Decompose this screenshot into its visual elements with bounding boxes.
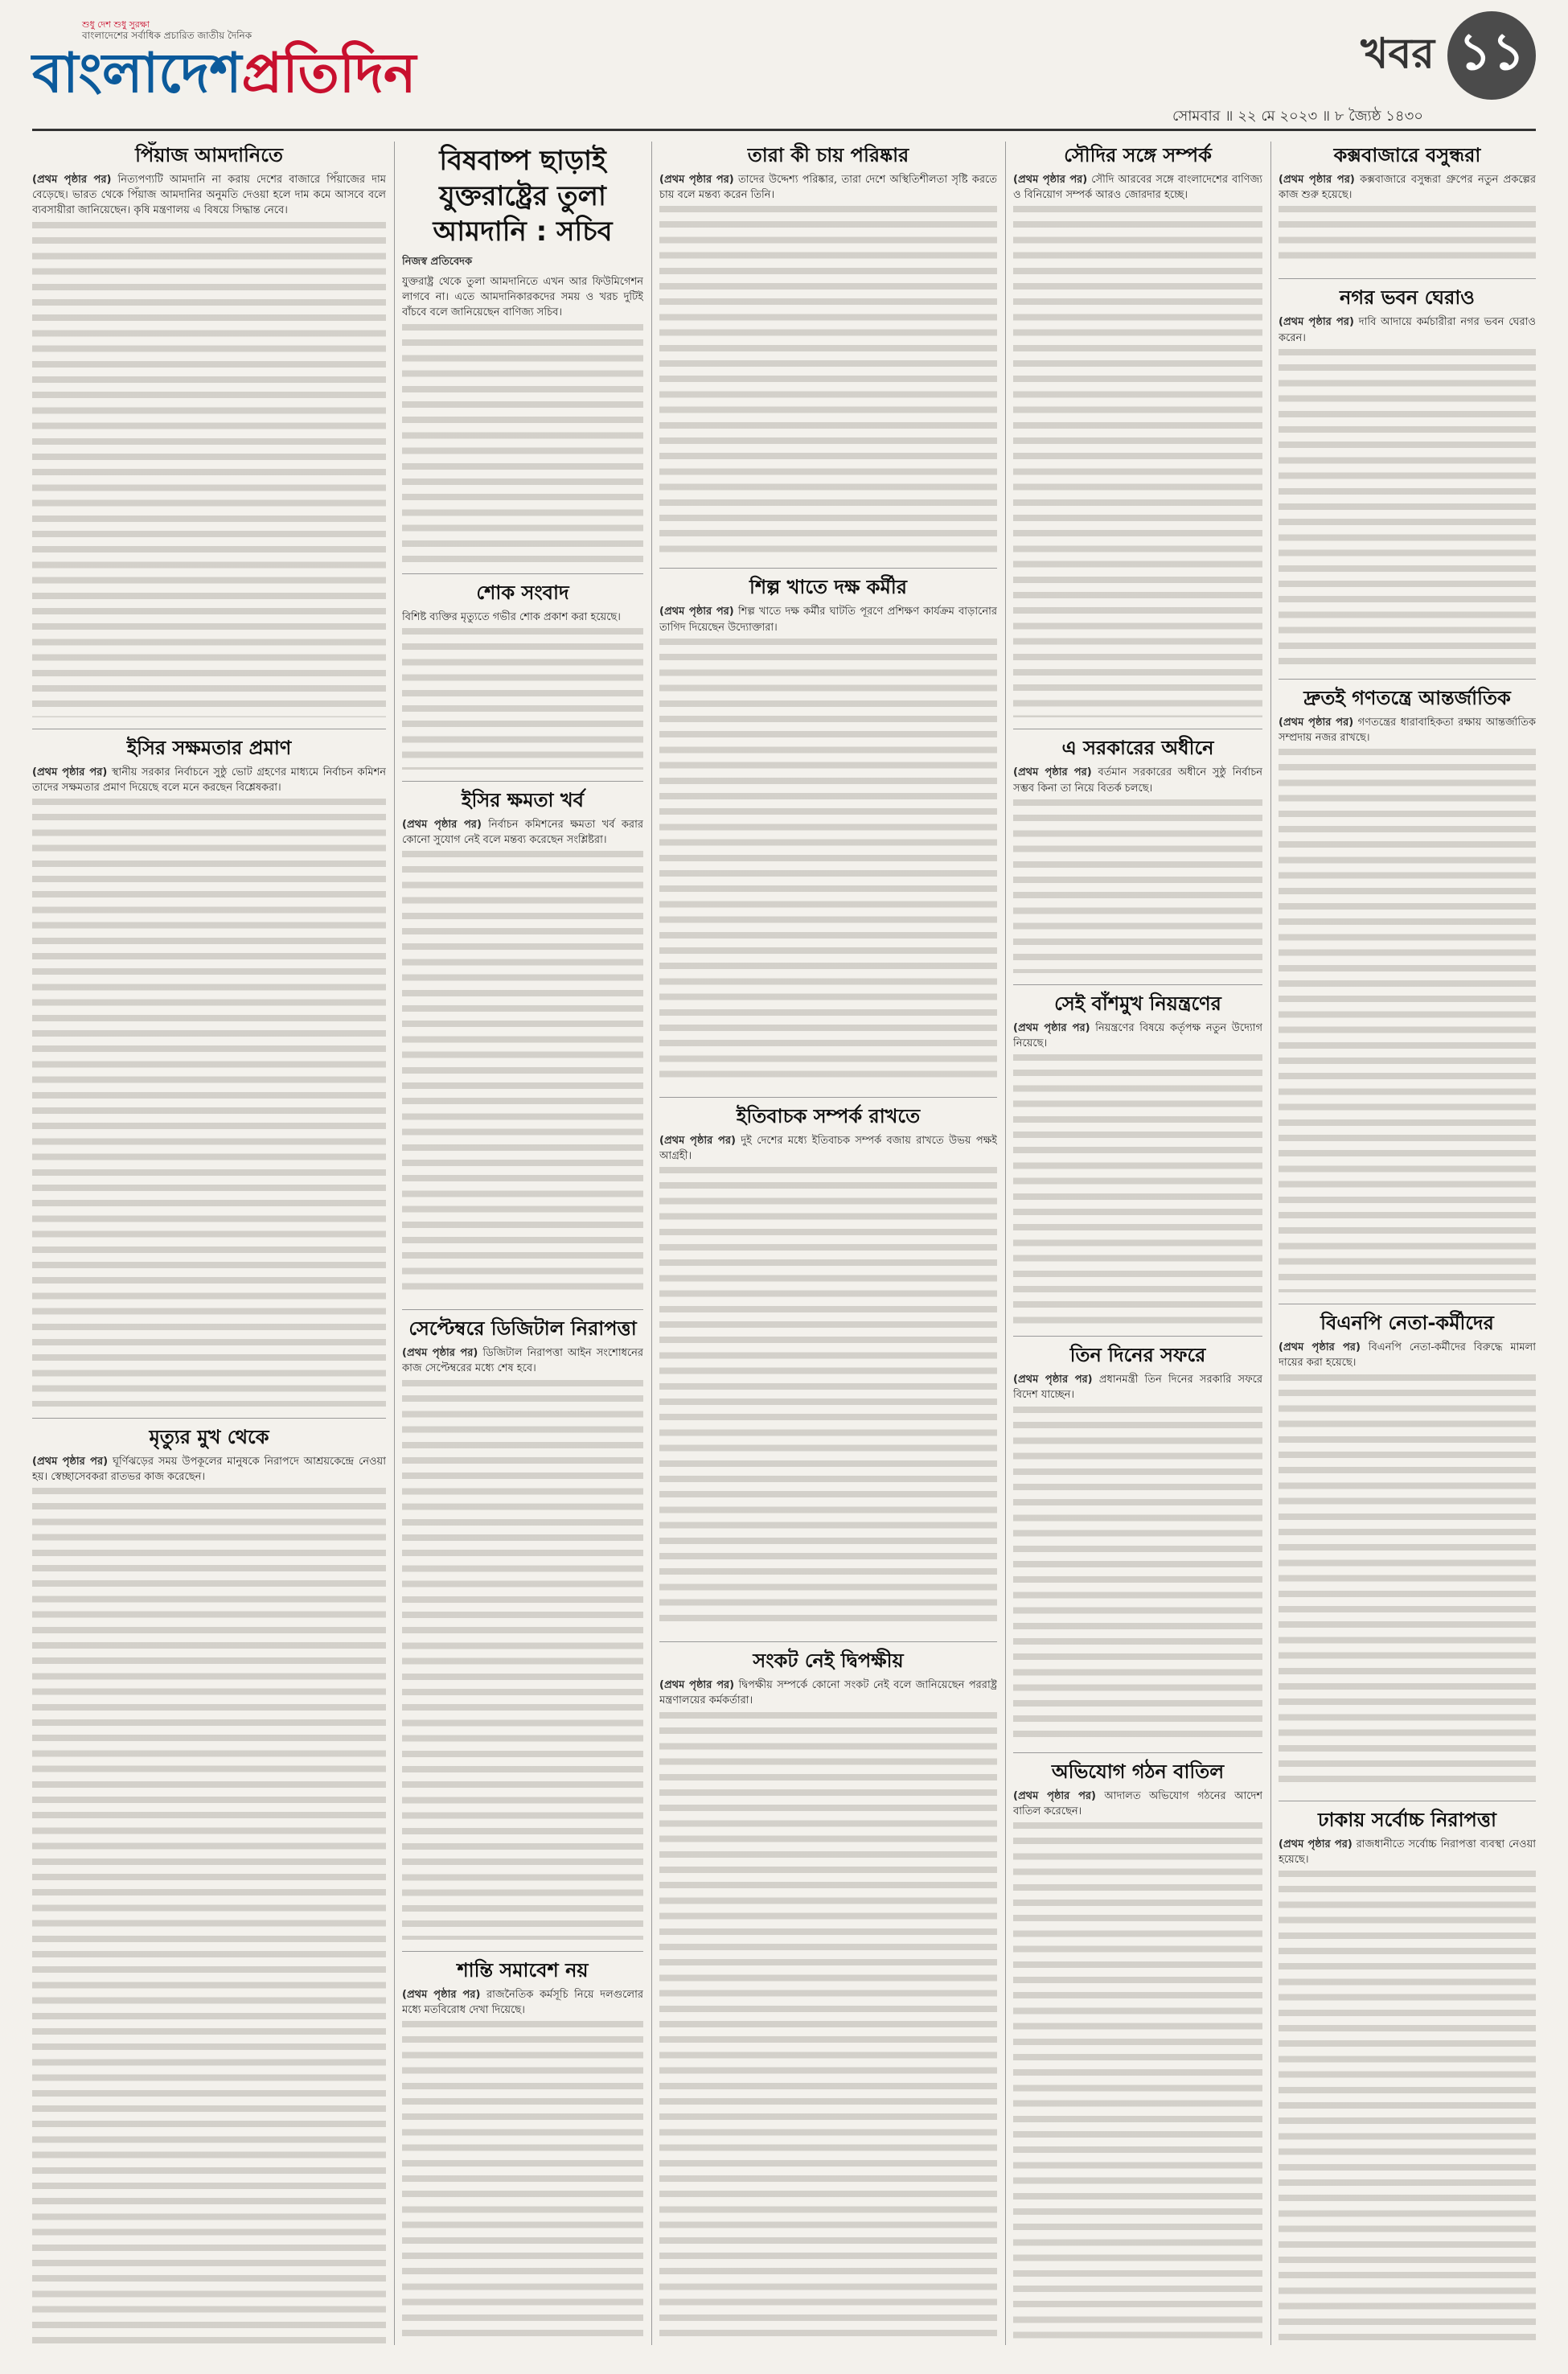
story-body: (প্রথম পৃষ্ঠার পর) নির্বাচন কমিশনের ক্ষমতা খর্ব করার কোনো সুযোগ নেই বলে মন্তব্য করেছেন সংশ্লিষ্টরা। — [402, 818, 643, 847]
text-lines — [1013, 1403, 1262, 1741]
story-body: (প্রথম পৃষ্ঠার পর) বর্তমান সরকারের অধীনে সুষ্ঠু নির্বাচন সম্ভব কিনা তা নিয়ে বিতর্ক চলছে। — [1013, 766, 1262, 795]
text-lines — [402, 321, 643, 562]
story-mourning[interactable] — [402, 581, 643, 770]
logo-subtitle: বাংলাদেশের সর্বাধিক প্রচারিত জাতীয় দৈনিক — [82, 30, 252, 41]
logo-part1: বাংলাদেশ — [32, 42, 242, 105]
text-lines — [1013, 1819, 1262, 2345]
story-digital[interactable] — [402, 1316, 643, 1939]
story-divider — [402, 1951, 643, 1952]
text-lines — [32, 795, 386, 1407]
story-body: (প্রথম পৃষ্ঠার পর) দুই দেশের মধ্যে ইতিবাচক সম্পর্ক বজায় রাখতে উভয় পক্ষই আগ্রহী। — [659, 1134, 997, 1163]
story-headline[interactable]: নগর ভবন ঘেরাও — [1340, 286, 1475, 310]
story-headline[interactable]: শান্তি সমাবেশ নয় — [457, 1958, 589, 1982]
page-number-badge: ১১ — [1447, 11, 1536, 100]
column-4 — [1013, 142, 1262, 2345]
story-body: (প্রথম পৃষ্ঠার পর) স্থানীয় সরকার নির্বাচনে সুষ্ঠু ভোট গ্রহণের মাধ্যমে নির্বাচন কমিশন তাদের সক্ষমতার প্রমাণ দিয়েছে বলে মনে করছেন বিশ্লেষকরা। — [32, 766, 386, 794]
text-lines — [1279, 1371, 1536, 1789]
column-3 — [659, 142, 997, 2345]
story-skilled[interactable] — [659, 575, 997, 1085]
text-lines — [402, 625, 643, 770]
story-body: (প্রথম পৃষ্ঠার পর) গণতন্ত্রের ধারাবাহিকতা রক্ষায় আন্তর্জাতিক সম্প্রদায় নজর রাখছে। — [1279, 716, 1536, 745]
story-divider — [1279, 278, 1536, 279]
story-death[interactable] — [32, 1425, 386, 2345]
text-lines — [402, 1377, 643, 1940]
story-body: (প্রথম পৃষ্ঠার পর) দ্বিপক্ষীয় সম্পর্কে কোনো সংকট নেই বলে জানিয়েছেন পররাষ্ট্র মন্ত্রণালয়ের কর্মকর্তারা। — [659, 1679, 997, 1707]
story-body: বিশিষ্ট ব্যক্তির মৃত্যুতে গভীর শোক প্রকাশ করা হয়েছে। — [402, 610, 621, 623]
story-history[interactable] — [659, 1104, 997, 1630]
story-divider — [659, 568, 997, 569]
story-divider — [659, 1097, 997, 1098]
story-divider — [32, 1418, 386, 1419]
column-divider — [394, 142, 395, 2345]
story-headline[interactable]: ইসির ক্ষমতা খর্ব — [462, 788, 584, 811]
dateline: সোমবার ॥ ২২ মে ২০২৩ ॥ ৮ জ্যৈষ্ঠ ১৪৩০ — [1172, 108, 1423, 125]
story-headline[interactable]: ইসির সক্ষমতার প্রমাণ — [126, 736, 292, 759]
text-lines — [1279, 203, 1536, 267]
story-coxs[interactable] — [1279, 143, 1536, 267]
column-1 — [32, 142, 386, 2345]
column-divider — [1270, 142, 1271, 2345]
story-complaint[interactable] — [1013, 1760, 1262, 2345]
story-city[interactable] — [1279, 285, 1536, 667]
masthead-rule — [32, 129, 1536, 131]
story-body: (প্রথম পৃষ্ঠার পর) রাজনৈতিক কর্মসূচি নিয়ে দলগুলোর মধ্যে মতবিরোধ দেখা দিয়েছে। — [402, 1988, 643, 2016]
text-lines — [1013, 1051, 1262, 1325]
story-headline[interactable]: তারা কী চায় পরিষ্কার — [747, 144, 909, 166]
story-headline[interactable]: পিঁয়াজ আমদানিতে — [135, 144, 283, 166]
story-headline[interactable]: শোক সংবাদ — [476, 581, 569, 604]
story-bnp[interactable] — [1279, 1311, 1536, 1789]
text-lines — [1013, 203, 1262, 717]
column-divider — [1005, 142, 1006, 2345]
story-want[interactable] — [659, 143, 997, 557]
text-lines — [659, 635, 997, 1086]
story-headline[interactable]: সৌদির সঙ্গে সম্পর্ক — [1064, 144, 1212, 166]
text-lines — [659, 1709, 997, 2345]
story-divider — [1279, 679, 1536, 680]
story-headline[interactable]: সেপ্টেম্বরে ডিজিটাল নিরাপত্তা — [408, 1317, 637, 1341]
story-body: (প্রথম পৃষ্ঠার পর) ঘূর্ণিঝড়ের সময় উপকূলের মানুষকে নিরাপদে আশ্রয়কেন্দ্রে নেওয়া হয়। স্বেচ্ছাসেবকরা রাতভর কাজ করেছেন। — [32, 1456, 386, 1484]
story-headline-lead[interactable]: বিষবাষ্প ছাড়াই যুক্তরাষ্ট্রের তুলা আমদানি : সচিব — [433, 145, 613, 248]
section-label: খবর — [1361, 29, 1435, 78]
story-headline[interactable]: অভিযোগ গঠন বাতিল — [1051, 1760, 1225, 1783]
story-headline[interactable]: এ সরকারের অধীনে — [1061, 737, 1214, 760]
story-body: (প্রথম পৃষ্ঠার পর) শিল্প খাতে দক্ষ কর্মীর ঘাটতি পূরণে প্রশিক্ষণ কার্যক্রম বাড়ানোর তাগিদ দিয়েছেন উদ্যোক্তারা। — [659, 606, 997, 634]
story-headline[interactable]: ঢাকায় সর্বোচ্চ নিরাপত্তা — [1318, 1808, 1496, 1831]
story-headline[interactable]: তিন দিনের সফরে — [1069, 1344, 1206, 1367]
story-headline[interactable]: সেই বাঁশমুখ নিয়ন্ত্রণের — [1054, 992, 1221, 1015]
story-body: (প্রথম পৃষ্ঠার পর) কক্সবাজারে বসুন্ধরা গ্রুপের নতুন প্রকল্পের কাজ শুরু হয়েছে। — [1279, 174, 1536, 202]
text-lines — [32, 219, 386, 717]
story-onion[interactable] — [32, 143, 386, 717]
story-divider — [402, 781, 643, 782]
text-lines — [1279, 745, 1536, 1292]
column-2 — [402, 142, 643, 2345]
story-body: (প্রথম পৃষ্ঠার পর) দাবি আদায়ে কর্মচারীরা নগর ভবন ঘেরাও করেন। — [1279, 316, 1536, 344]
text-lines — [659, 203, 997, 557]
story-headline[interactable]: মৃত্যুর মুখ থেকে — [149, 1426, 269, 1449]
story-crisis[interactable] — [659, 1649, 997, 2345]
column-5 — [1279, 142, 1536, 2345]
text-lines — [32, 1485, 386, 2345]
story-isir[interactable] — [32, 736, 386, 1407]
text-lines — [1279, 346, 1536, 667]
story-body: (প্রথম পৃষ্ঠার পর) আদালত অভিযোগ গঠনের আদেশ বাতিল করেছেন। — [1013, 1789, 1262, 1817]
story-body: (প্রথম পৃষ্ঠার পর) রাজধানীতে সর্বোচ্চ নিরাপত্তা ব্যবস্থা নেওয়া হয়েছে। — [1279, 1838, 1536, 1866]
story-three-days[interactable] — [1013, 1343, 1262, 1740]
logo-text — [32, 42, 417, 106]
story-divider — [659, 1641, 997, 1642]
story-bamboo[interactable] — [1013, 992, 1262, 1325]
story-divider — [1013, 984, 1262, 985]
story-headline[interactable]: ইতিবাচক সম্পর্ক রাখতে — [736, 1104, 921, 1127]
story-divider — [1013, 1752, 1262, 1753]
text-lines — [402, 2018, 643, 2345]
story-peace[interactable] — [402, 1958, 643, 2345]
story-divider — [1013, 1336, 1262, 1337]
story-body: (প্রথম পৃষ্ঠার পর) সৌদি আরবের সঙ্গে বাংলাদেশের বাণিজ্য ও বিনিয়োগ সম্পর্ক আরও জোরদার হচ্ছে। — [1013, 174, 1262, 202]
story-headline[interactable]: কক্সবাজারে বসুন্ধরা — [1333, 144, 1481, 166]
newspaper-logo[interactable] — [32, 18, 417, 122]
story-cotton[interactable] — [402, 143, 643, 562]
story-body: (প্রথম পৃষ্ঠার পর) তাদের উদ্দেশ্য পরিষ্কার, তারা দেশে অস্থিতিশীলতা সৃষ্টি করতে চায় বলে মন্তব্য করেন তিনি। — [659, 174, 997, 202]
story-ec-power[interactable] — [402, 788, 643, 1298]
masthead — [0, 0, 1568, 129]
story-body: যুক্তরাষ্ট্র থেকে তুলা আমদানিতে এখন আর ফিউমিগেশন লাগবে না। এতে আমদানিকারকদের সময় ও খরচ দুটিই বাঁচবে বলে জানিয়েছেন বাণিজ্য সচিব। — [402, 276, 643, 319]
column-divider — [651, 142, 652, 2345]
text-lines — [402, 848, 643, 1298]
logo-tagline: শুধু দেশ শুধু সুরক্ষা — [82, 19, 150, 30]
section-header — [1361, 11, 1536, 100]
story-body: (প্রথম পৃষ্ঠার পর) নিয়ন্ত্রণের বিষয়ে কর্তৃপক্ষ নতুন উদ্যোগ নিয়েছে। — [1013, 1021, 1262, 1050]
story-democracy[interactable] — [1279, 686, 1536, 1292]
story-govt[interactable] — [1013, 736, 1262, 972]
text-lines — [1013, 796, 1262, 973]
story-dhaka[interactable] — [1279, 1808, 1536, 2345]
story-body: (প্রথম পৃষ্ঠার পর) প্রধানমন্ত্রী তিন দিনের সরকারি সফরে বিদেশ যাচ্ছেন। — [1013, 1374, 1262, 1402]
story-headline[interactable]: শিল্প খাতে দক্ষ কর্মীর — [749, 576, 907, 599]
story-body: (প্রথম পৃষ্ঠার পর) ডিজিটাল নিরাপত্তা আইন সংশোধনের কাজ সেপ্টেম্বরের মধ্যে শেষ হবে। — [402, 1347, 643, 1375]
story-headline[interactable]: দ্রুতই গণতন্ত্রে আন্তর্জাতিক — [1303, 686, 1511, 709]
story-saudi[interactable] — [1013, 143, 1262, 717]
story-divider — [402, 1309, 643, 1310]
story-body: (প্রথম পৃষ্ঠার পর) বিএনপি নেতা-কর্মীদের বিরুদ্ধে মামলা দায়ের করা হয়েছে। — [1279, 1341, 1536, 1370]
story-headline[interactable]: বিএনপি নেতা-কর্মীদের — [1320, 1312, 1494, 1335]
story-body: (প্রথম পৃষ্ঠার পর) নিত্যপণ্যটি আমদানি না করায় দেশের বাজারে পিঁয়াজের দাম বেড়েছে। ভারত থেকে পিঁয়াজ আমদানির অনুমতি দেওয়া হলে দাম কমে আসবে বলে ব্যবসায়ীরা জানিয়েছেন। কৃষি মন্ত্রণালয় এ বিষয়ে সিদ্ধান্ত নেবে। — [32, 174, 386, 217]
text-lines — [1279, 1867, 1536, 2345]
text-lines — [659, 1164, 997, 1630]
story-headline[interactable]: সংকট নেই দ্বিপক্ষীয় — [753, 1649, 904, 1673]
byline: নিজস্ব প্রতিবেদক — [402, 256, 473, 268]
story-divider — [402, 573, 643, 574]
logo-part2: প্রতিদিন — [241, 42, 417, 105]
